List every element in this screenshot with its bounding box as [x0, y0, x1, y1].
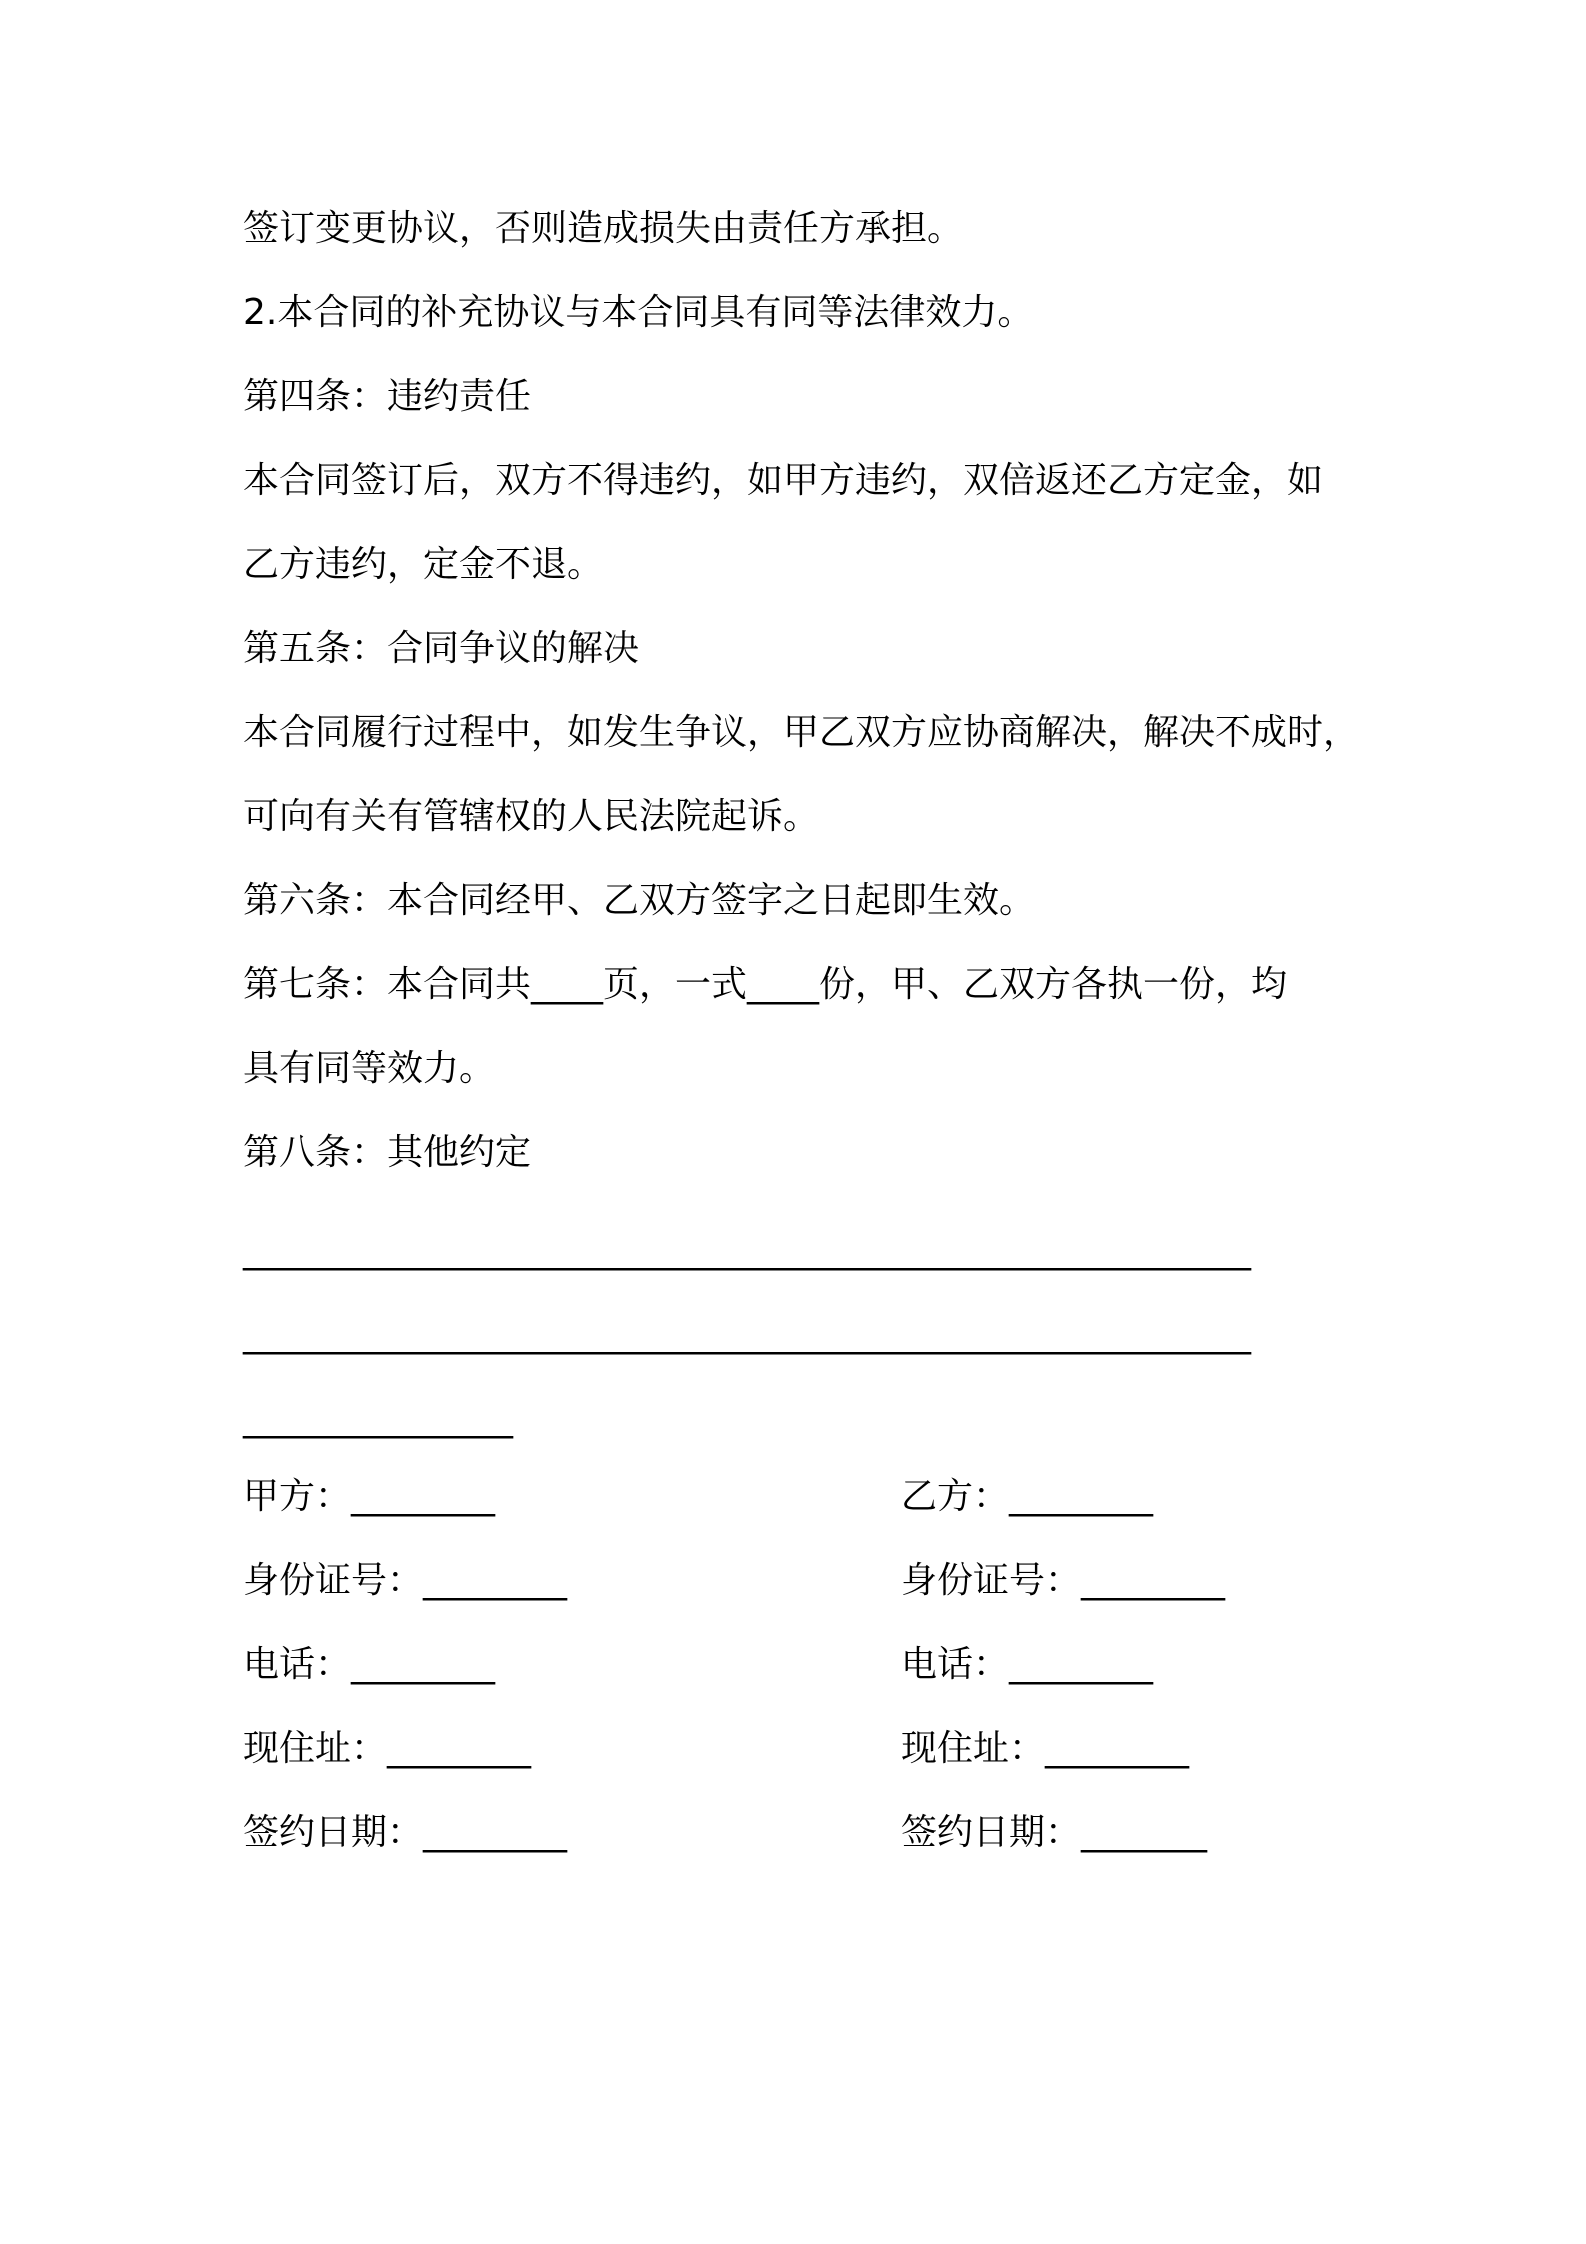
party-a-date-field: 签约日期：________ — [243, 1812, 568, 1853]
paragraph-line: 本合同签订后，双方不得违约，如甲方违约，双倍返还乙方定金，如 — [243, 460, 1324, 501]
party-a-name-field: 甲方：________ — [243, 1476, 496, 1517]
party-a-address-field: 现住址：________ — [243, 1728, 532, 1769]
paragraph-line: 乙方违约，定金不退。 — [243, 544, 604, 585]
article-heading: 第五条：合同争议的解决 — [243, 628, 640, 669]
signature-row — [243, 1643, 1383, 1687]
blank-fill-line: ________________________________________________________ — [243, 1230, 1251, 1271]
party-a-phone-field: 电话：________ — [243, 1644, 496, 1685]
article-heading: 第七条：本合同共____页，一式____份，甲、乙双方各执一份，均 — [243, 964, 1288, 1005]
party-b-address-field: 现住址：________ — [901, 1728, 1190, 1769]
paragraph-line: 本合同履行过程中，如发生争议，甲乙双方应协商解决，解决不成时， — [243, 712, 1360, 753]
paragraph-line: 签订变更协议，否则造成损失由责任方承担。 — [243, 208, 964, 249]
party-b-id-field: 身份证号：________ — [901, 1560, 1226, 1601]
blank-fill-line: ________________________________________________________ — [243, 1314, 1251, 1355]
paragraph-line: 具有同等效力。 — [243, 1048, 496, 1089]
article-heading: 第八条：其他约定 — [243, 1132, 532, 1173]
clause-line: 2.本合同的补充协议与本合同具有同等法律效力。 — [243, 292, 1034, 333]
party-b-name-field: 乙方：________ — [901, 1476, 1154, 1517]
blank-fill-line: _______________ — [243, 1398, 513, 1439]
signature-row — [243, 1811, 1383, 1855]
signature-row — [243, 1559, 1383, 1603]
party-a-id-field: 身份证号：________ — [243, 1560, 568, 1601]
signature-row — [243, 1727, 1383, 1771]
article-heading: 第六条：本合同经甲、乙双方签字之日起即生效。 — [243, 880, 1036, 921]
party-b-phone-field: 电话：________ — [901, 1644, 1154, 1685]
paragraph-line: 可向有关有管辖权的人民法院起诉。 — [243, 796, 820, 837]
article-heading: 第四条：违约责任 — [243, 376, 532, 417]
party-b-date-field: 签约日期：_______ — [901, 1812, 1208, 1853]
signature-row — [243, 1475, 1383, 1519]
